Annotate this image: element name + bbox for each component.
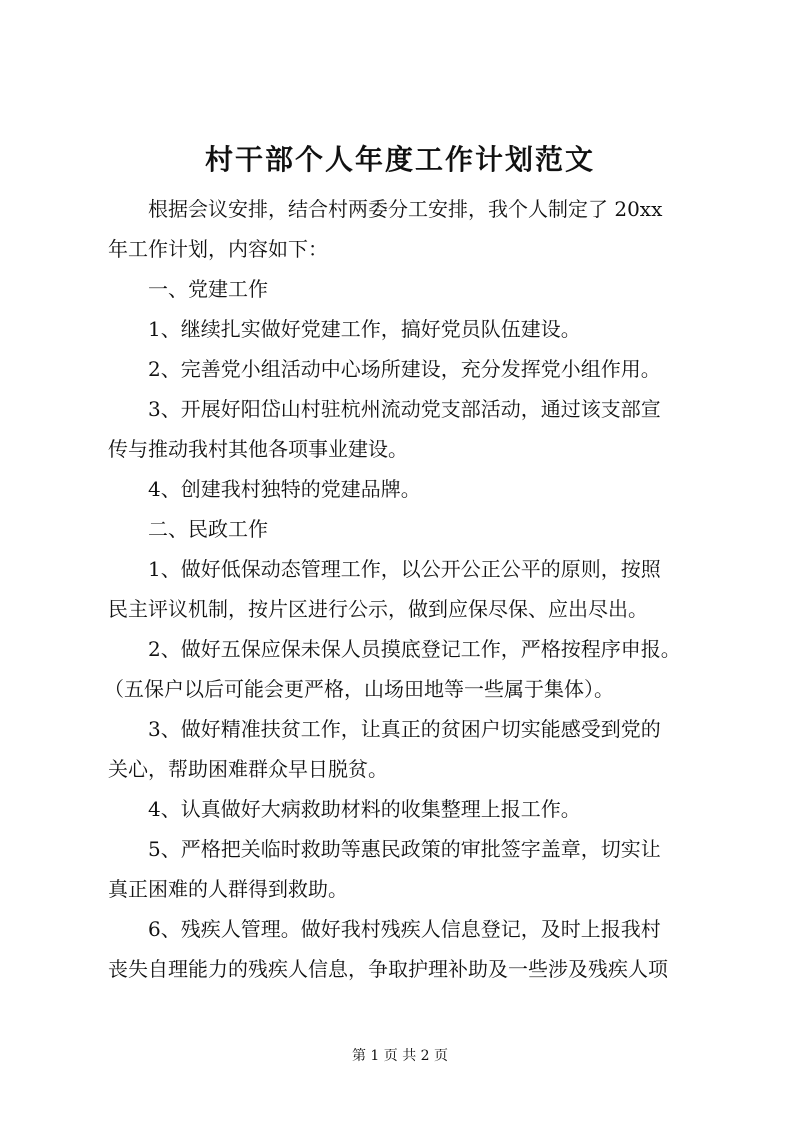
paragraph-line: 4、认真做好大病救助材料的收集整理上报工作。 bbox=[148, 797, 581, 821]
paragraph-line: 1、做好低保动态管理工作，以公开公正公平的原则，按照 bbox=[148, 557, 661, 581]
paragraph-line: 2、做好五保应保未保人员摸底登记工作，严格按程序申报。 bbox=[148, 637, 681, 661]
paragraph-line: 3、做好精准扶贫工作，让真正的贫困户切实能感受到党的 bbox=[148, 717, 661, 741]
section-heading: 一、党建工作 bbox=[148, 277, 268, 301]
paragraph-line: （五保户以后可能会更严格，山场田地等一些属于集体）。 bbox=[104, 677, 614, 701]
paragraph-line: 6、残疾人管理。做好我村残疾人信息登记，及时上报我村 bbox=[148, 917, 661, 941]
paragraph-line: 传与推动我村其他各项事业建设。 bbox=[108, 437, 408, 461]
paragraph-line: 民主评议机制，按片区进行公示，做到应保尽保、应出尽出。 bbox=[108, 597, 648, 621]
document-title: 村干部个人年度工作计划范文 bbox=[204, 143, 595, 176]
paragraph-line: 5、严格把关临时救助等惠民政策的审批签字盖章，切实让 bbox=[148, 837, 661, 861]
paragraph-line: 2、完善党小组活动中心场所建设，充分发挥党小组作用。 bbox=[148, 357, 661, 381]
page-number-footer: 第 1 页 共 2 页 bbox=[351, 1048, 449, 1064]
paragraph-line: 根据会议安排，结合村两委分工安排，我个人制定了 20xx bbox=[148, 197, 663, 221]
paragraph-line: 年工作计划，内容如下： bbox=[108, 237, 328, 261]
section-heading: 二、民政工作 bbox=[148, 517, 268, 541]
paragraph-line: 4、创建我村独特的党建品牌。 bbox=[148, 477, 421, 501]
paragraph-line: 关心，帮助困难群众早日脱贫。 bbox=[108, 757, 388, 781]
paragraph-line: 真正困难的人群得到救助。 bbox=[108, 877, 348, 901]
paragraph-line: 1、继续扎实做好党建工作，搞好党员队伍建设。 bbox=[148, 317, 581, 341]
paragraph-line: 丧失自理能力的残疾人信息，争取护理补助及一些涉及残疾人项 bbox=[108, 957, 668, 981]
paragraph-line: 3、开展好阳岱山村驻杭州流动党支部活动，通过该支部宣 bbox=[148, 397, 661, 421]
